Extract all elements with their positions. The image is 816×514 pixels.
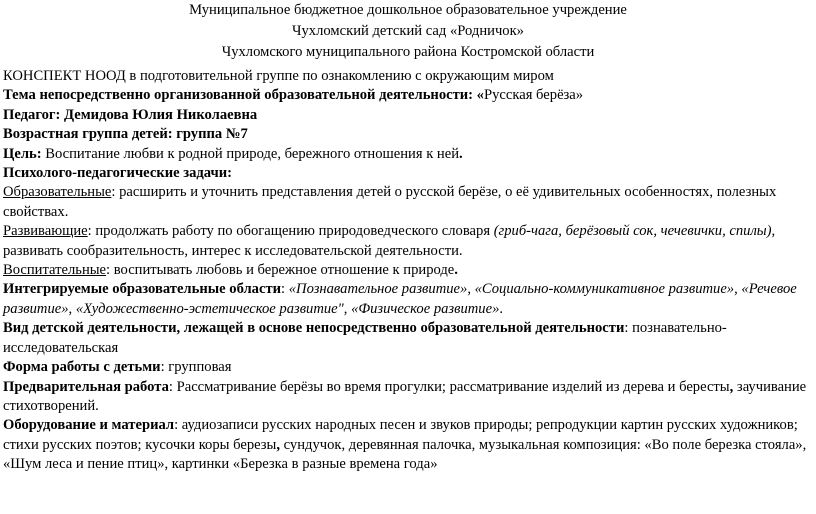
vosp-line [3, 261, 811, 280]
predv-comma: , [729, 378, 734, 395]
integr-sep-1: , [467, 281, 475, 298]
cel-value: Воспитание любви к родной природе, бережного отношения к ней [41, 145, 460, 162]
integr-item-4: «Художественно-эстетическое развитие" [75, 300, 344, 317]
integr-sep-2: , [734, 281, 742, 298]
vozrast-label: Возрастная группа детей: группа №7 [3, 126, 248, 143]
tema-line [3, 86, 811, 105]
integr-sep-3: , [68, 300, 76, 317]
vid-line [3, 319, 811, 358]
vosp-label: Воспитательные [3, 262, 107, 279]
konspekt-text: КОНСПЕКТ НООД в подготовительной группе по ознакомлению с окружающим миром [3, 68, 554, 84]
integr-item-2: «Социально-коммуникативное развитие» [474, 281, 735, 298]
predv-value-2: заучивание стихотворений. [3, 378, 807, 414]
header-line-1: Муниципальное бюджетное дошкольное образовательное учреждение [189, 2, 627, 18]
vid-label: Вид детской деятельности, лежащей в основе непосредственно образовательной деятельности [3, 320, 625, 337]
integr-end: . [499, 300, 504, 317]
oborud-value-2: сундучок, деревянная палочка, музыкальная композиция: «Во поле березка стояла», «Шум леса и пение птиц», картинки «Березка в разные времена года» [3, 436, 807, 473]
obraz-value: : расширить и уточнить представления детей о русской берёзе, о её удивительных особенностях, полезных свойствах. [3, 184, 777, 220]
vosp-end: . [454, 262, 458, 279]
psych-line [3, 164, 811, 183]
obraz-line [3, 183, 811, 222]
integr-item-5: «Физическое развитие» [351, 300, 500, 317]
razv-label: Развивающие [3, 223, 88, 240]
integr-item-3: «Речевое развитие» [3, 281, 797, 317]
integr-line [3, 280, 811, 319]
pedagog-line [3, 106, 811, 125]
oborud-comma: , [276, 436, 280, 453]
pedagog-label: Педагог: Демидова Юлия Николаевна [3, 106, 258, 123]
oborud-value: : аудиозаписи русских народных песен и звуков природы; репродукции картин русских художников; стихи русских поэтов; кусочки коры березы [3, 417, 798, 453]
tema-label: Тема непосредственно организованной образовательной деятельности: « [3, 87, 484, 104]
obraz-label: Образовательные [3, 184, 112, 201]
vid-value: : познавательно-исследовательская [3, 320, 727, 356]
header-line-2: Чухломский детский сад «Родничок» [292, 23, 524, 39]
integr-sep-4: , [343, 300, 352, 317]
predv-line [3, 378, 811, 417]
oborud-label: Оборудование и материал [3, 417, 175, 434]
konspekt-line [3, 67, 811, 86]
oborud-line [3, 416, 811, 474]
forma-value: : групповая [160, 359, 232, 376]
forma-line [3, 358, 811, 377]
predv-label: Предварительная работа [3, 378, 169, 395]
cel-label: Цель: [3, 145, 42, 162]
cel-line [3, 145, 811, 164]
cel-end: . [459, 145, 463, 162]
razv-italic: (гриб-чага, берёзовый сок, чечевички, спилы) [493, 223, 772, 240]
document-body [3, 67, 811, 475]
tema-value: Русская берёза [483, 87, 576, 104]
integr-label: Интегрируемые образовательные области [3, 281, 282, 298]
integr-item-1: «Познавательное развитие» [288, 281, 468, 298]
vosp-value: : воспитывать любовь и бережное отношение к природе [106, 262, 455, 279]
integr-colon: : [281, 281, 289, 298]
header-line-3: Чухломского муниципального района Костромской области [221, 44, 595, 60]
razv-line [3, 222, 811, 261]
vozrast-line [3, 125, 811, 144]
document-header [0, 0, 816, 63]
psych-label: Психолого-педагогические задачи: [3, 165, 233, 182]
forma-label: Форма работы с детьми [3, 359, 161, 376]
predv-value: : Рассматривание берёзы во время прогулки; рассматривание изделий из дерева и бересты [168, 378, 730, 395]
razv-value-1: : продолжать работу по обогащению природоведческого словаря [87, 223, 494, 240]
tema-end: » [575, 87, 584, 104]
razv-value-2: , развивать сообразительность, интерес к исследовательской деятельности. [3, 223, 776, 259]
